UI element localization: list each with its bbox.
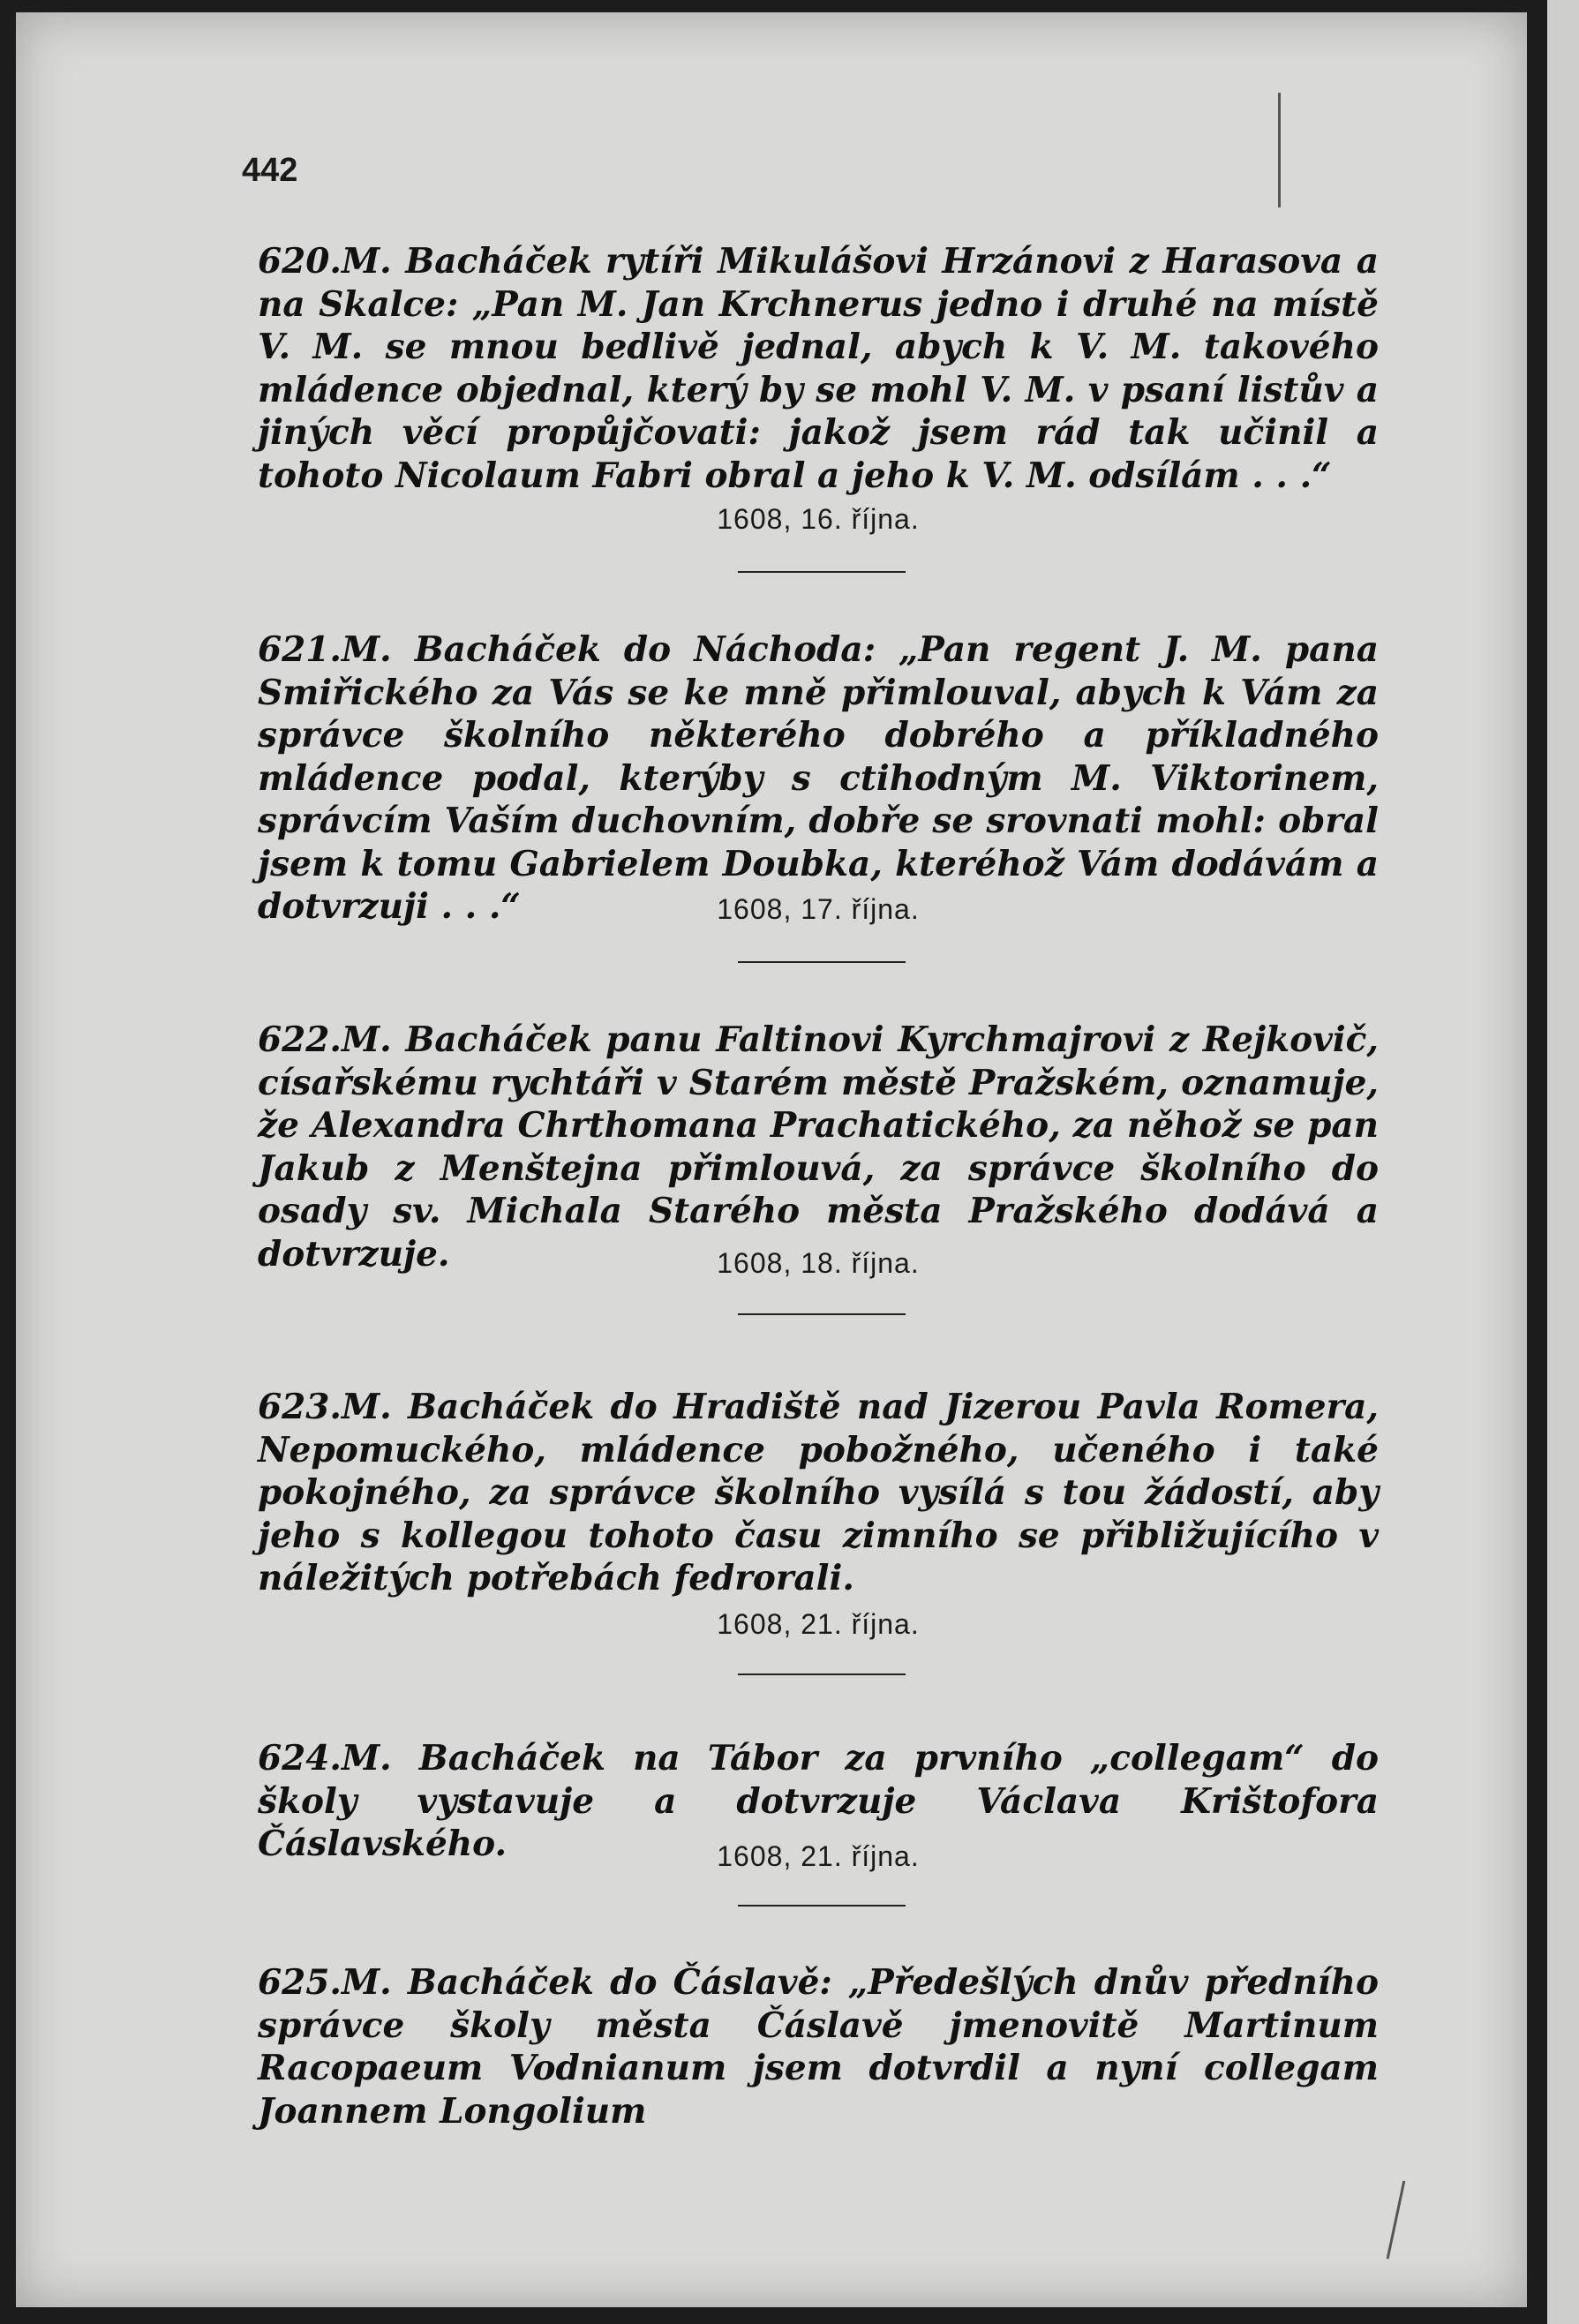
entry-text: M. Bacháček do Hradiště nad Jizerou Pavla Romera, Nepomuckého, mládence pobožného, učeného i také pokojného, za správce školního vysílá s tou žádostí, aby jeho s kollegou tohoto času zimního se přibližujícího v náležitých potřebách fedrorali. [258, 1387, 1379, 1598]
entry-625 [258, 1961, 1379, 2132]
separator-rule [738, 1313, 906, 1315]
page-number: 442 [242, 152, 298, 189]
entry-date: 1608, 21. října. [717, 1608, 920, 1640]
entry-623 [258, 1386, 1379, 1600]
entry-620 [258, 240, 1379, 497]
adjacent-page-edge [1540, 0, 1579, 2324]
entry-date: 1608, 21. října. [717, 1840, 920, 1872]
entry-number: 622. [258, 1019, 342, 1060]
separator-rule [738, 961, 906, 963]
separator-rule [738, 1673, 906, 1675]
entry-text: M. Bacháček do Náchoda: „Pan regent J. M. pana Smiřického za Vás se ke mně přimlouval, abych k Vám za správce školního některého dobrého a příkladného mládence podal, kterýby s ctihodným M. Viktorinem, správcím Vaším duchovním, dobře se srovnati mohl: obral jsem k tomu Gabrielem Doubka, kteréhož Vám dodávám a dotvrzuji . . .“ [258, 629, 1379, 927]
entry-622 [258, 1019, 1379, 1275]
margin-pencil-mark [1278, 93, 1281, 207]
separator-rule [738, 571, 906, 573]
entry-number: 621. [258, 629, 342, 670]
entry-621 [258, 628, 1379, 929]
entry-number: 620. [258, 241, 342, 282]
separator-rule [738, 1905, 906, 1907]
entry-text: M. Bacháček panu Faltinovi Kyrchmajrovi z Rejkovič, císařskému rychtáři v Starém městě Pražském, oznamuje, že Alexandra Chrthomana Prachatického, za něhož se pan Jakub z Menštejna přimlouvá, za správce školního do osady sv. Michala Starého města Pražského dodává a dotvrzuje. [258, 1019, 1379, 1275]
entry-date: 1608, 16. října. [717, 503, 920, 535]
entry-number: 624. [258, 1738, 342, 1779]
entry-text: M. Bacháček do Čáslavě: „Předešlých dnův předního správce školy města Čáslavě jmenovitě Martinum Racopaeum Vodnianum jsem dotvrdil a nyní collegam Joannem Longolium [258, 1962, 1379, 2132]
entry-text: M. Bacháček na Tábor za prvního „collegam“ do školy vystavuje a dotvrzuje Václava Krištofora Čáslavského. [258, 1738, 1379, 1864]
entry-number: 625. [258, 1962, 342, 2003]
entry-date: 1608, 18. října. [717, 1247, 920, 1279]
entry-number: 623. [258, 1387, 342, 1427]
entry-date: 1608, 17. října. [717, 893, 920, 925]
entry-text: M. Bacháček rytíři Mikulášovi Hrzánovi z Harasova a na Skalce: „Pan M. Jan Krchnerus jedno i druhé na místě V. M. se mnou bedlivě jednal, abych k V. M. takového mládence objednal, který by se mohl V. M. v psaní listův a jiných věcí propůjčovati: jakož jsem rád tak učinil a tohoto Nicolaum Fabri obral a jeho k V. M. odsílám . . .“ [258, 241, 1379, 496]
